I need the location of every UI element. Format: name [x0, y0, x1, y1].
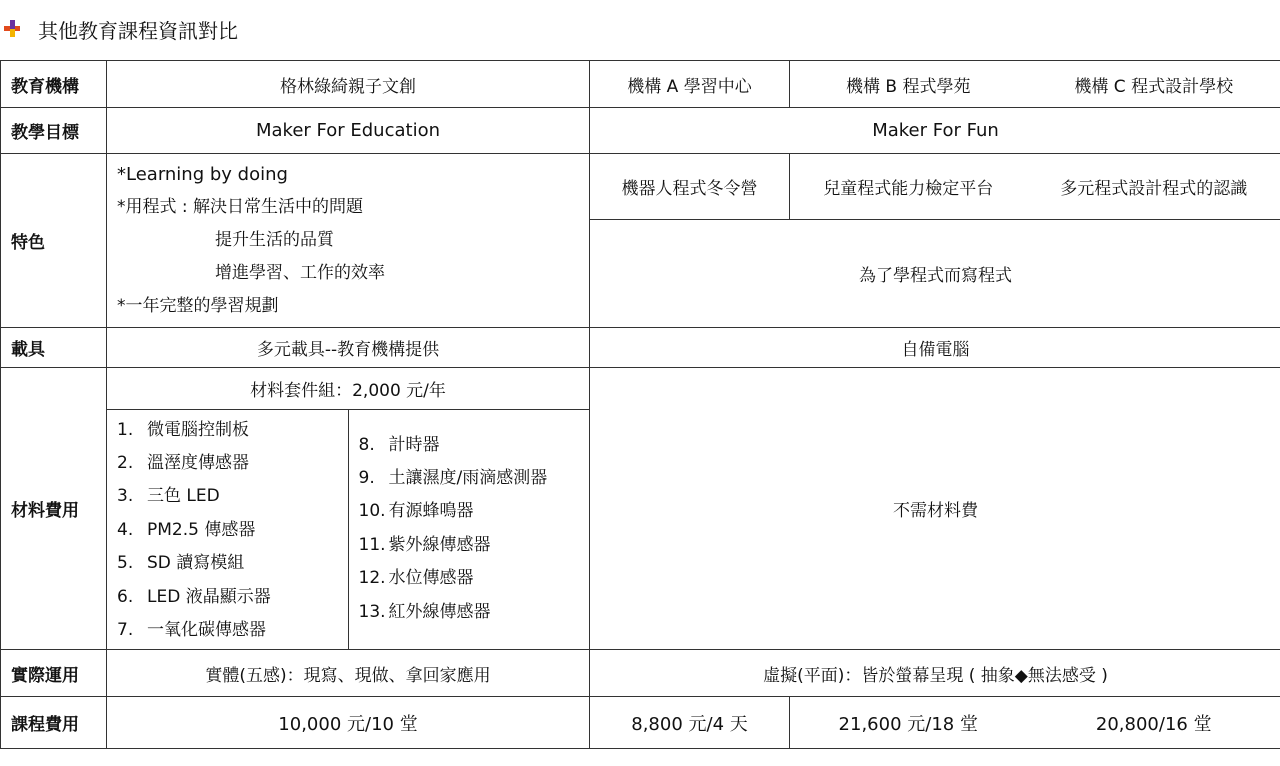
feature-line: 提升生活的品質	[215, 230, 334, 250]
feature-line: *一年完整的學習規劃	[117, 296, 279, 316]
list-item: 13. 紅外線傳感器	[358, 601, 491, 622]
row-usage	[1, 650, 1280, 697]
row-org	[1, 61, 1280, 108]
list-item: 10. 有源蜂鳴器	[358, 501, 474, 522]
goal-own: Maker For Education	[107, 108, 590, 154]
page-title: 其他教育課程資訊對比	[38, 18, 238, 43]
list-item: 12. 水位傳感器	[358, 568, 474, 589]
list-item: 8. 計時器	[358, 434, 440, 455]
row-label-org: 教育機構	[1, 61, 107, 108]
material-own	[107, 368, 590, 650]
list-item: 6. LED 液晶顯示器	[117, 586, 271, 607]
feature-line: 增進學習、工作的效率	[215, 263, 385, 283]
org-b: 機構 B 程式學苑	[790, 61, 1027, 108]
device-own: 多元載具--教育機構提供	[107, 328, 590, 368]
list-item: 3. 三色 LED	[117, 486, 220, 507]
feature-c: 多元程式設計程式的認識	[1027, 154, 1280, 220]
material-list-left	[107, 409, 348, 649]
row-label-device: 載具	[1, 328, 107, 368]
feature-line: *Learning by doing	[117, 164, 288, 185]
row-goal	[1, 108, 1280, 154]
fee-b: 21,600 元/18 堂	[790, 697, 1027, 749]
list-item: 2. 溫溼度傳感器	[117, 452, 249, 473]
list-item: 7. 一氧化碳傳感器	[117, 619, 266, 640]
row-label-material: 材料費用	[1, 368, 107, 650]
row-fee	[1, 697, 1280, 749]
list-item: 9. 土讓濕度/雨滴感測器	[358, 467, 548, 488]
row-label-goal: 教學目標	[1, 108, 107, 154]
usage-own: 實體(五感)：現寫、現做、拿回家應用	[107, 650, 590, 697]
device-others: 自備電腦	[590, 328, 1280, 368]
feature-b: 兒童程式能力檢定平台	[790, 154, 1027, 220]
list-item: 1. 微電腦控制板	[117, 419, 249, 440]
material-inner-table	[107, 368, 589, 649]
org-own: 格林綠綺親子文創	[107, 61, 590, 108]
row-material	[1, 368, 1280, 650]
page-heading	[0, 14, 238, 44]
feature-own	[107, 154, 590, 328]
feature-line: *用程式 : 解決日常生活中的問題	[117, 197, 364, 217]
row-label-usage: 實際運用	[1, 650, 107, 697]
row-label-feature: 特色	[1, 154, 107, 328]
material-list-right	[348, 409, 589, 649]
fee-own: 10,000 元/10 堂	[107, 697, 590, 749]
fee-a: 8,800 元/4 天	[590, 697, 790, 749]
list-item: 5. SD 讀寫模組	[117, 553, 245, 574]
feature-others-common: 為了學程式而寫程式	[590, 220, 1280, 328]
row-device	[1, 328, 1280, 368]
row-feature	[1, 154, 1280, 220]
org-c: 機構 C 程式設計學校	[1027, 61, 1280, 108]
goal-others: Maker For Fun	[590, 108, 1280, 154]
fee-c: 20,800/16 堂	[1027, 697, 1280, 749]
list-item: 11. 紫外線傳感器	[358, 534, 491, 555]
bullet-icon	[2, 18, 24, 40]
comparison-table	[0, 60, 1280, 749]
org-a: 機構 A 學習中心	[590, 61, 790, 108]
material-kit: 材料套件組：2,000 元/年	[107, 368, 589, 409]
list-item: 4. PM2.5 傳感器	[117, 519, 256, 540]
material-others: 不需材料費	[590, 368, 1280, 650]
feature-a: 機器人程式冬令營	[590, 154, 790, 220]
usage-others: 虛擬(平面)：皆於螢幕呈現 ( 抽象◆無法感受 )	[590, 650, 1280, 697]
row-label-fee: 課程費用	[1, 697, 107, 749]
